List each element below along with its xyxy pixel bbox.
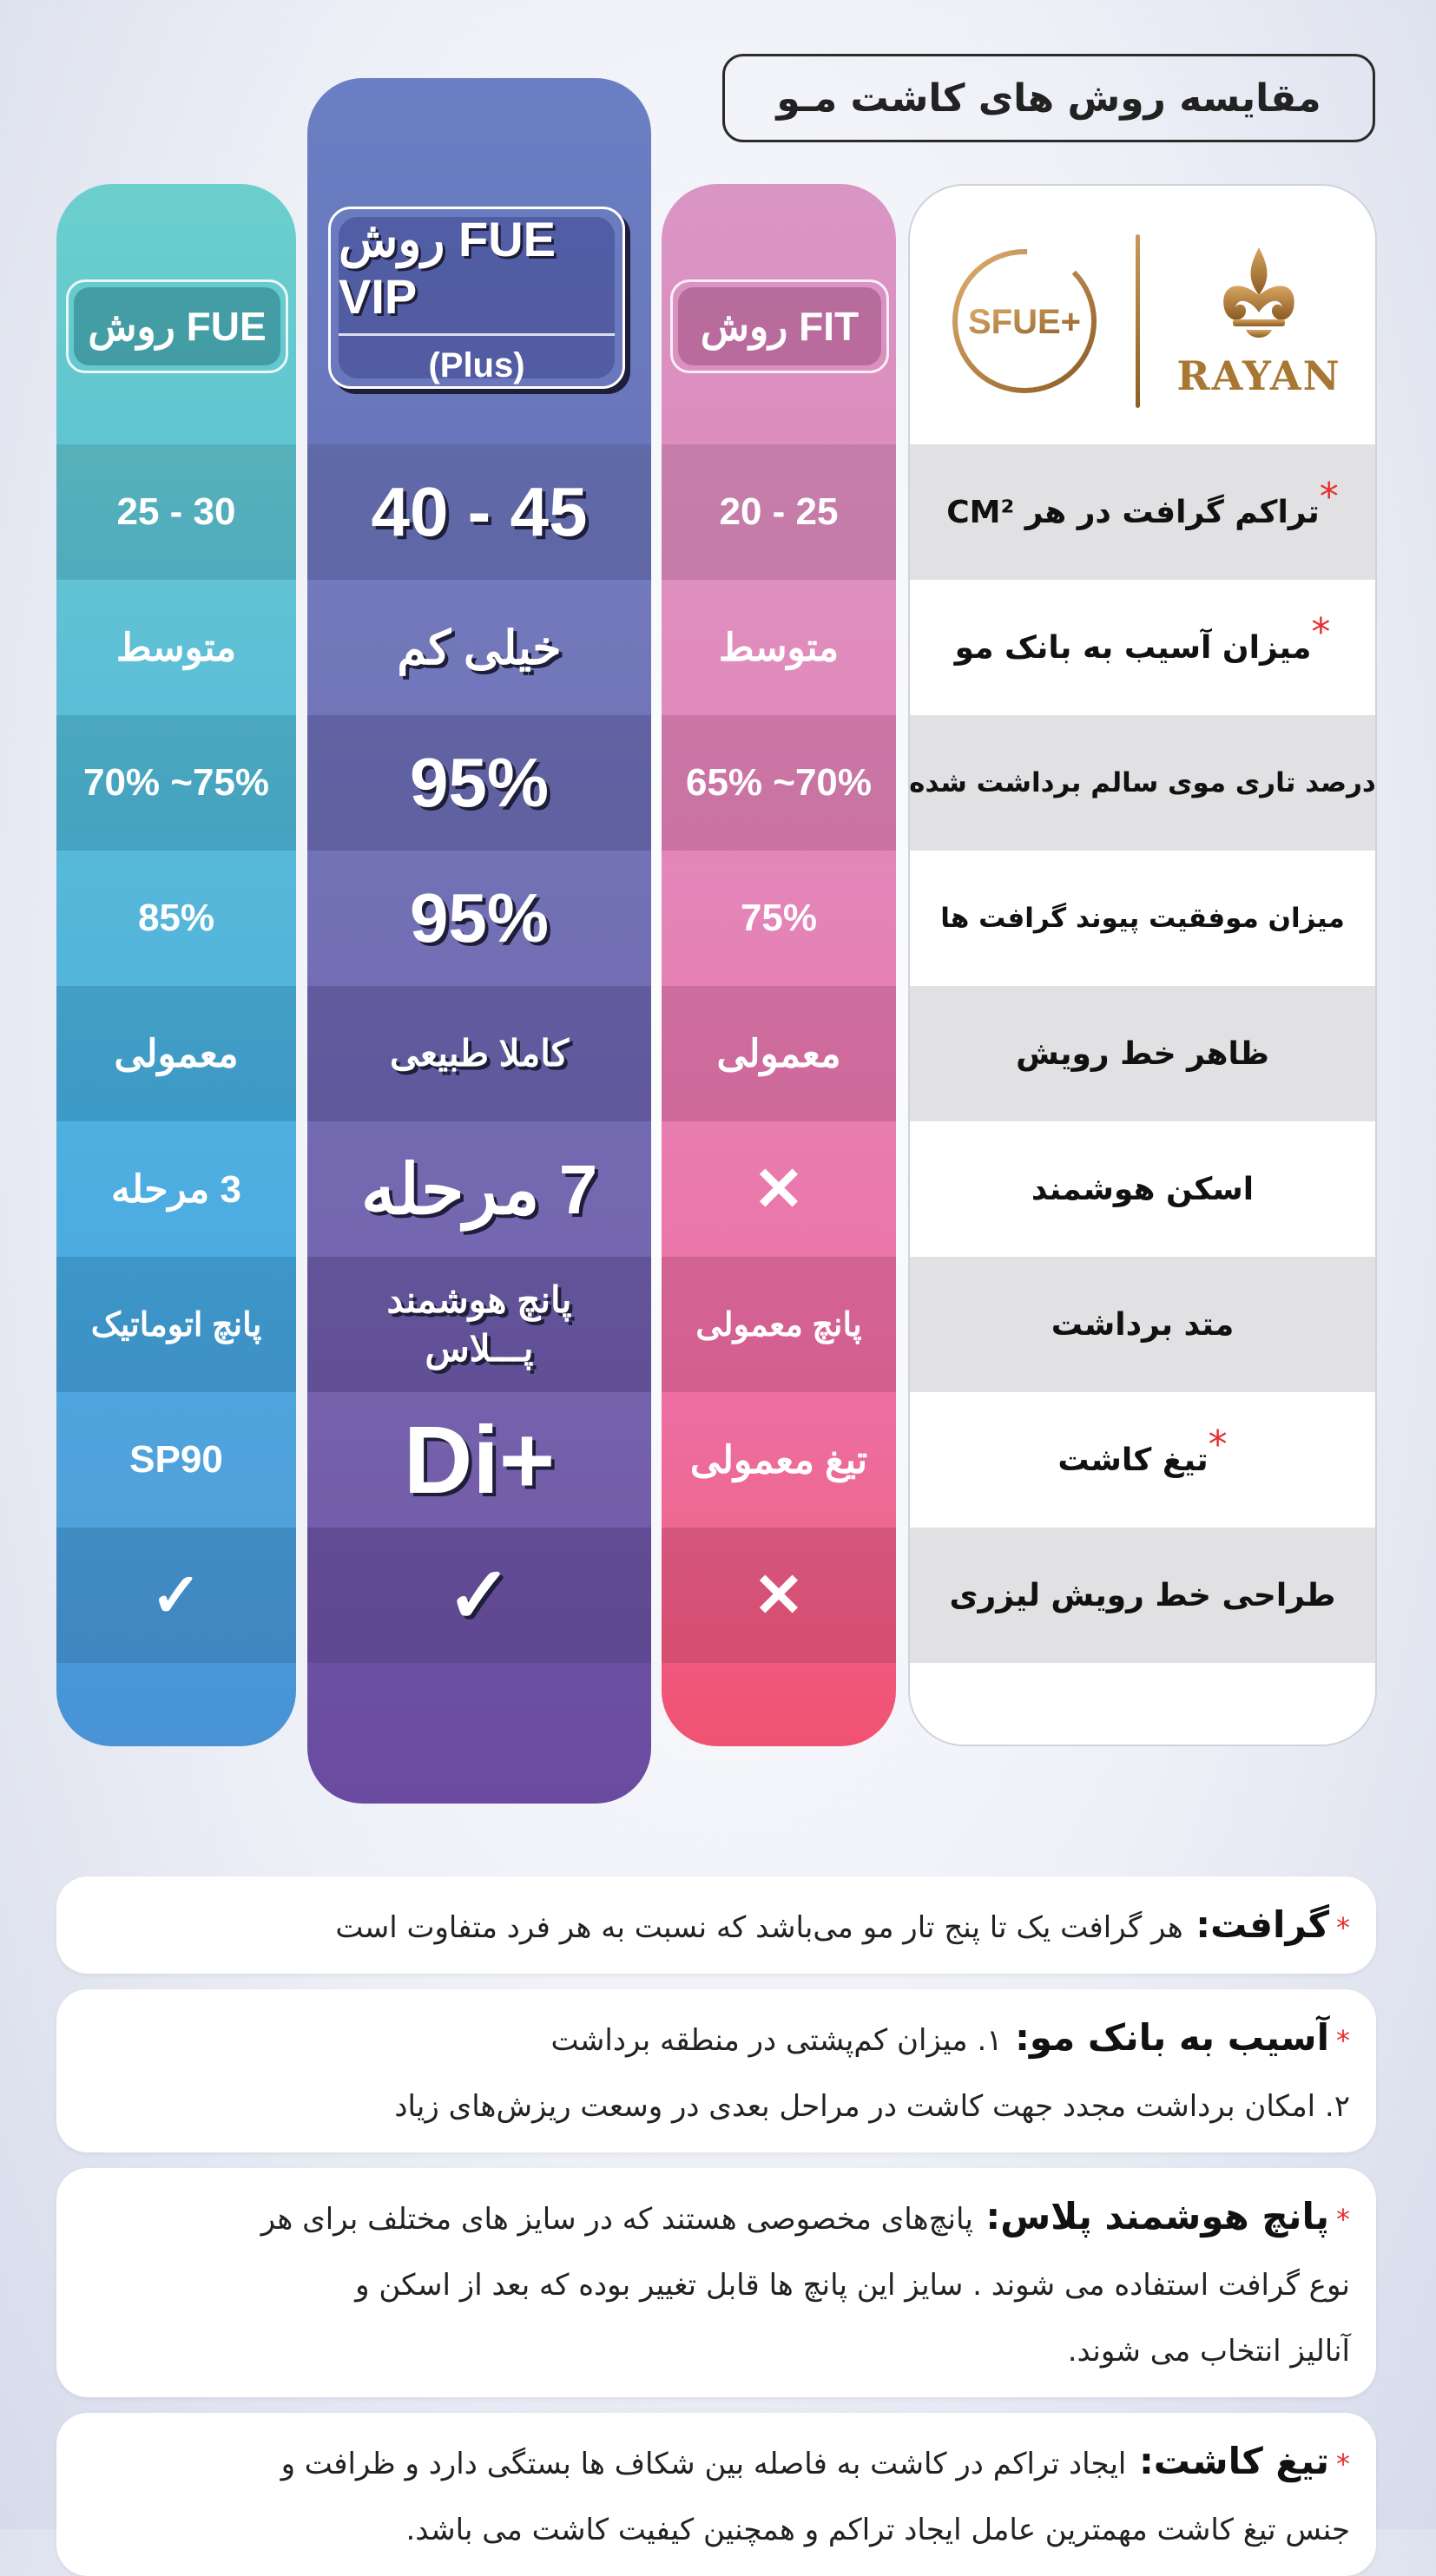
value-cell-fit: [662, 444, 896, 580]
value-vip: 7 مرحله: [360, 1150, 598, 1228]
note-text: جنس تیغ کاشت مهمترین عامل ایجاد تراکم و همچنین کیفیت کاشت می باشد.: [405, 2513, 1350, 2547]
note-term: تیغ کاشت:: [1126, 2440, 1329, 2482]
value-fit: متوسط: [718, 626, 840, 669]
value-vip: 95%: [409, 744, 550, 821]
value-cell-fit: [662, 580, 896, 715]
note-line: [82, 1892, 1350, 1961]
value-cell-vip: [307, 1257, 651, 1392]
value-cell-fue: [56, 1121, 296, 1257]
value-fit: پانچ معمولی: [695, 1306, 862, 1344]
value-cell-fue: [56, 1392, 296, 1528]
value-vip: 95%: [409, 879, 550, 956]
value-cell-fue: [56, 444, 296, 580]
note-text: ۱. میزان کم‌پشتی در منطقه برداشت: [550, 2023, 1003, 2058]
note-line: [82, 2184, 1350, 2252]
note-line: [82, 2318, 1350, 2384]
note-text: ایجاد تراکم در کاشت به فاصله بین شکاف ها بستگی دارد و ظرافت و: [280, 2447, 1127, 2481]
value-cell-fue: [56, 851, 296, 986]
header-fit-label: روش FIT: [700, 304, 860, 349]
value-cell-vip: [307, 851, 651, 986]
value-fit: معمولی: [716, 1032, 841, 1075]
criteria-label: طراحی خط رویش لیزری: [949, 1577, 1336, 1613]
value-cell-fue: [56, 1528, 296, 1663]
value-cell-vip: [307, 444, 651, 580]
logo-divider: [1136, 234, 1140, 408]
criteria-label-cell: [908, 851, 1377, 986]
note-text: هر گرافت یک تا پنج تار مو می‌باشد که نسبت به هر فرد متفاوت است: [335, 1910, 1183, 1945]
value-fue: پانچ اتوماتیک: [90, 1306, 262, 1344]
value-vip: Di+: [403, 1406, 556, 1514]
value-fit: 65% ~70%: [685, 761, 873, 804]
value-vip: کاملا طبیعی: [389, 1033, 570, 1074]
value-cell-vip: [307, 1528, 651, 1663]
value-vip: پانچ هوشمند پـــلاس: [386, 1279, 572, 1369]
value-cell-vip: [307, 1392, 651, 1528]
page-title: مقایسه روش های کاشت مـو: [776, 76, 1321, 121]
value-cell-fit: [662, 715, 896, 851]
value-cell-fue: [56, 986, 296, 1121]
note-text: نوع گرافت استفاده می شوند . سایز این پانچ ها قابل تغییر بوده که بعد از اسکن و: [355, 2268, 1350, 2303]
required-star-icon: *: [1336, 1911, 1350, 1944]
header-vip-line2: (Plus): [428, 345, 525, 384]
value-cell-fit: [662, 1121, 896, 1257]
required-star-icon: *: [1336, 2024, 1350, 2057]
value-cell-fit: [662, 851, 896, 986]
check-icon: ✓: [150, 1561, 202, 1629]
criteria-label: ظاهر خط رویش: [1016, 1035, 1269, 1072]
note-text: ۲. امکان برداشت مجدد جهت کاشت در مراحل بعدی در وسعت ریزش‌های زیاد: [394, 2089, 1350, 2124]
value-cell-fit: [662, 1257, 896, 1392]
criteria-label: تراکم گرافت در هر CM²: [946, 494, 1320, 530]
header-fue-label: روش FUE: [88, 304, 267, 349]
cross-icon: ✕: [753, 1561, 805, 1629]
note-text: پانچ‌های مخصوصی هستند که در سایز های مختلف برای هر: [260, 2202, 973, 2237]
criteria-label-cell: [908, 1121, 1377, 1257]
required-star-icon: *: [1336, 2203, 1350, 2236]
value-cell-vip: [307, 715, 651, 851]
criteria-label: درصد تاری موی سالم برداشت شده: [909, 767, 1376, 798]
note-line: [82, 2252, 1350, 2318]
note-term: آسیب به بانک مو:: [1002, 2016, 1329, 2059]
criteria-label-cell: [908, 444, 1377, 580]
svg-text:SFUE+: SFUE+: [967, 303, 1082, 341]
criteria-label-cell: [908, 715, 1377, 851]
note-line: [82, 2005, 1350, 2073]
note-card: [56, 1989, 1376, 2152]
value-cell-vip: [307, 986, 651, 1121]
note-term: گرافت:: [1182, 1903, 1329, 1946]
rayan-logo-text: RAYAN: [1176, 352, 1341, 399]
value-fit: 75%: [740, 897, 818, 939]
value-vip: خیلی کم: [397, 621, 562, 674]
value-fue: متوسط: [115, 626, 237, 669]
header-fit: [670, 279, 889, 373]
value-cell-vip: [307, 1121, 651, 1257]
rayan-logo: [1172, 234, 1346, 408]
note-term: پانچ هوشمند پلاس:: [972, 2195, 1329, 2238]
value-cell-fit: [662, 1528, 896, 1663]
value-fue: 25 - 30: [116, 490, 236, 533]
criteria-label: تیغ کاشت: [1057, 1442, 1209, 1478]
criteria-label: متد برداشت: [1051, 1306, 1235, 1343]
fleur-de-lis-icon: [1211, 243, 1307, 347]
criteria-label: میزان موفقیت پیوند گرافت ها: [940, 903, 1345, 934]
note-card: [56, 2413, 1376, 2576]
criteria-label-cell: [908, 986, 1377, 1121]
value-fue: SP90: [129, 1438, 223, 1481]
required-star-icon: *: [1311, 609, 1331, 654]
sfue-logo-icon: [946, 243, 1103, 399]
header-fue-vip: [328, 207, 625, 389]
value-fit: 20 - 25: [719, 490, 839, 533]
value-cell-fue: [56, 580, 296, 715]
check-icon: ✓: [446, 1552, 512, 1640]
criteria-label-cell: [908, 580, 1377, 715]
note-text: آنالیز انتخاب می شوند.: [1067, 2334, 1350, 2369]
value-fue: 70% ~75%: [82, 761, 270, 804]
value-cell-fue: [56, 1257, 296, 1392]
note-card: [56, 2168, 1376, 2397]
criteria-label: میزان آسیب به بانک مو: [954, 629, 1312, 666]
value-vip: 40 - 45: [371, 473, 588, 550]
value-fue: 85%: [137, 897, 215, 939]
note-card: [56, 1876, 1376, 1974]
value-cell-fit: [662, 1392, 896, 1528]
header-fue: [66, 279, 288, 373]
value-fit: تیغ معمولی: [689, 1438, 868, 1482]
cross-icon: ✕: [753, 1155, 805, 1223]
value-cell-fit: [662, 986, 896, 1121]
criteria-label-cell: [908, 1528, 1377, 1663]
header-vip-line1: روش FUE VIP: [339, 211, 615, 336]
required-star-icon: *: [1319, 474, 1339, 519]
criteria-label: اسکن هوشمند: [1031, 1171, 1255, 1207]
required-star-icon: *: [1208, 1422, 1228, 1467]
value-fue: معمولی: [114, 1032, 239, 1075]
value-cell-vip: [307, 580, 651, 715]
criteria-label-cell: [908, 1257, 1377, 1392]
required-star-icon: *: [1336, 2448, 1350, 2481]
page-title-box: [722, 54, 1375, 142]
logo-area: [946, 226, 1346, 417]
note-line: [82, 2428, 1350, 2497]
value-fue: 3 مرحله: [111, 1167, 241, 1211]
criteria-label-cell: [908, 1392, 1377, 1528]
note-line: [82, 2497, 1350, 2563]
note-line: [82, 2073, 1350, 2139]
value-cell-fue: [56, 715, 296, 851]
